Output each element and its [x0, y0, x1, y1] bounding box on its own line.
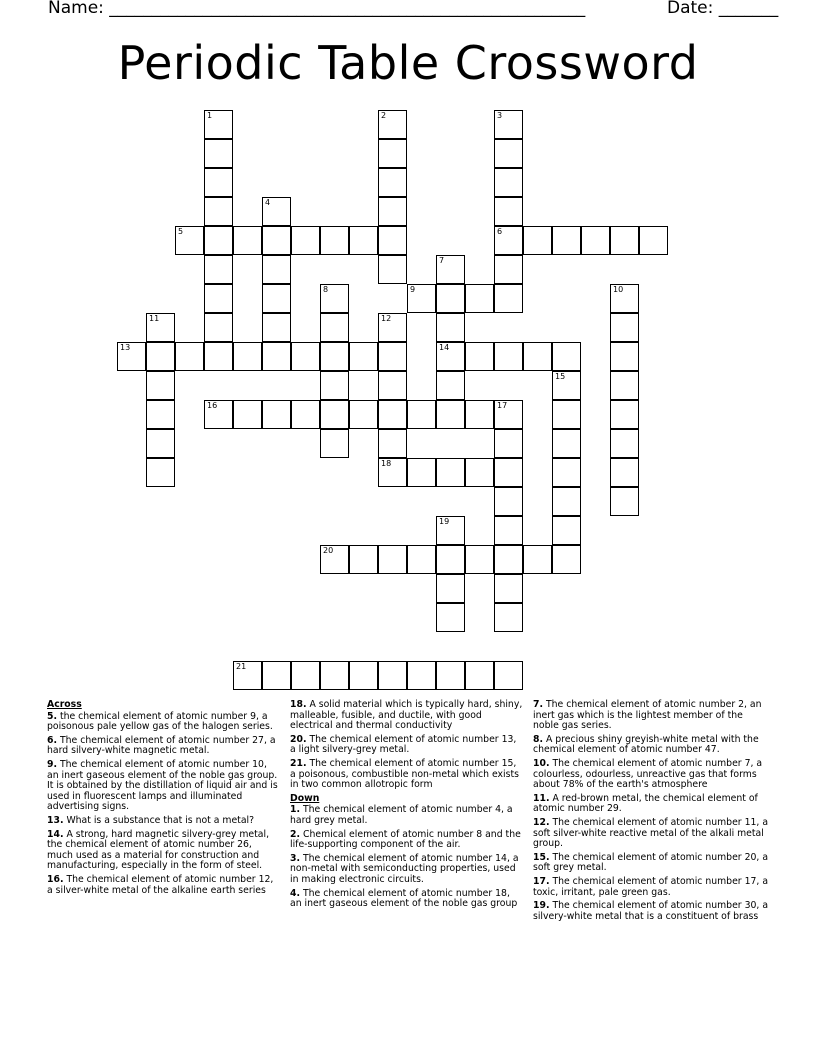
- clue-item-number: 1.: [290, 804, 301, 816]
- clue-item: [47, 875, 279, 896]
- grid-cell[interactable]: [523, 342, 552, 371]
- across-clue-list: [47, 712, 279, 897]
- grid-cell[interactable]: [494, 168, 523, 197]
- clue-item-text: The chemical element of atomic number 2, an inert gas which is the lightest member of the noble gas series.: [533, 699, 762, 732]
- grid-cell[interactable]: [378, 139, 407, 168]
- grid-cell[interactable]: [552, 545, 581, 574]
- grid-cell[interactable]: [349, 226, 378, 255]
- grid-cell[interactable]: [407, 284, 436, 313]
- grid-cell[interactable]: [378, 226, 407, 255]
- grid-cell[interactable]: [146, 400, 175, 429]
- grid-cell[interactable]: [436, 661, 465, 690]
- grid-cell[interactable]: [320, 661, 349, 690]
- clue-item: [290, 889, 524, 910]
- grid-cell[interactable]: [146, 371, 175, 400]
- grid-cell[interactable]: [262, 400, 291, 429]
- clue-number: 11: [149, 314, 160, 323]
- clue-item: [290, 830, 524, 851]
- clue-number: 21: [236, 662, 247, 671]
- grid-cell[interactable]: [465, 545, 494, 574]
- clue-item: [533, 794, 769, 815]
- grid-cell[interactable]: [494, 139, 523, 168]
- grid-cell[interactable]: [494, 516, 523, 545]
- grid-cell[interactable]: [378, 197, 407, 226]
- grid-cell[interactable]: [610, 487, 639, 516]
- grid-cell[interactable]: [378, 458, 407, 487]
- grid-cell[interactable]: [552, 371, 581, 400]
- clue-item-text: The chemical element of atomic number 30, a silvery-white metal that is a constituent of brass: [533, 900, 769, 922]
- grid-cell[interactable]: [320, 313, 349, 342]
- grid-cell[interactable]: [436, 516, 465, 545]
- clue-number: 15: [555, 372, 566, 381]
- grid-cell[interactable]: [378, 168, 407, 197]
- clue-number: 1: [207, 111, 213, 120]
- grid-cell[interactable]: [378, 255, 407, 284]
- grid-cell[interactable]: [204, 197, 233, 226]
- clue-number: 7: [439, 256, 445, 265]
- grid-cell[interactable]: [204, 226, 233, 255]
- grid-cell[interactable]: [378, 661, 407, 690]
- grid-cell[interactable]: [494, 574, 523, 603]
- grid-cell[interactable]: [378, 342, 407, 371]
- clue-item-text: The chemical element of atomic number 15, a poisonous, combustible non-metal which exists in two common allotropic form: [290, 757, 519, 791]
- grid-cell[interactable]: [291, 400, 320, 429]
- grid-cell[interactable]: [262, 226, 291, 255]
- grid-cell[interactable]: [204, 342, 233, 371]
- clue-item-number: 13.: [47, 814, 64, 826]
- grid-cell[interactable]: [378, 110, 407, 139]
- grid-cell[interactable]: [552, 516, 581, 545]
- clue-item-text: The chemical element of atomic number 20, a soft grey metal.: [533, 851, 769, 874]
- grid-cell[interactable]: [320, 545, 349, 574]
- grid-cell[interactable]: [320, 226, 349, 255]
- clue-item-number: 20.: [290, 733, 307, 745]
- grid-cell[interactable]: [349, 400, 378, 429]
- clue-item-text: The chemical element of atomic number 13, a light silvery-grey metal.: [290, 733, 517, 756]
- down-clue-list: [290, 805, 524, 909]
- clue-item-number: 8.: [533, 733, 544, 745]
- clue-item-number: 4.: [290, 887, 301, 899]
- grid-cell[interactable]: [436, 603, 465, 632]
- grid-cell[interactable]: [320, 342, 349, 371]
- grid-cell[interactable]: [262, 313, 291, 342]
- grid-cell[interactable]: [146, 458, 175, 487]
- clue-item-text: The chemical element of atomic number 12, a silver-white metal of the alkaline earth series: [47, 873, 274, 896]
- grid-cell[interactable]: [494, 342, 523, 371]
- clue-item-number: 6.: [47, 734, 58, 746]
- grid-cell[interactable]: [465, 458, 494, 487]
- clue-item-number: 16.: [47, 873, 64, 885]
- grid-cell[interactable]: [494, 110, 523, 139]
- grid-cell[interactable]: [146, 429, 175, 458]
- grid-cell[interactable]: [610, 284, 639, 313]
- grid-cell[interactable]: [291, 342, 320, 371]
- grid-cell[interactable]: [552, 487, 581, 516]
- grid-cell[interactable]: [233, 226, 262, 255]
- down-heading: Down: [290, 792, 320, 804]
- grid-cell[interactable]: [262, 284, 291, 313]
- grid-cell[interactable]: [291, 661, 320, 690]
- clue-number: 4: [265, 198, 271, 207]
- clue-item-number: 10.: [533, 757, 550, 769]
- clue-item-number: 14.: [47, 828, 64, 840]
- grid-cell[interactable]: [436, 313, 465, 342]
- grid-cell[interactable]: [523, 226, 552, 255]
- clue-number: 5: [178, 227, 184, 236]
- clue-item: [290, 735, 524, 756]
- clue-item-number: 11.: [533, 792, 550, 804]
- grid-cell[interactable]: [436, 400, 465, 429]
- grid-cell[interactable]: [494, 429, 523, 458]
- grid-cell[interactable]: [523, 545, 552, 574]
- grid-cell[interactable]: [494, 661, 523, 690]
- clues-column-1: [47, 700, 279, 899]
- clue-item: [533, 700, 769, 732]
- clue-item: [290, 700, 524, 732]
- grid-cell[interactable]: [378, 371, 407, 400]
- grid-cell[interactable]: [436, 458, 465, 487]
- grid-cell[interactable]: [610, 429, 639, 458]
- grid-cell[interactable]: [494, 284, 523, 313]
- grid-cell[interactable]: [610, 342, 639, 371]
- grid-cell[interactable]: [436, 545, 465, 574]
- clue-number: 10: [613, 285, 624, 294]
- clue-item: [533, 901, 769, 922]
- across-clue-list-continued: [290, 700, 524, 791]
- clue-item: [533, 877, 769, 898]
- grid-cell[interactable]: [465, 342, 494, 371]
- grid-cell[interactable]: [204, 168, 233, 197]
- grid-cell[interactable]: [465, 284, 494, 313]
- grid-cell[interactable]: [436, 574, 465, 603]
- clue-item-number: 18.: [290, 699, 307, 710]
- grid-cell[interactable]: [407, 400, 436, 429]
- grid-cell[interactable]: [494, 226, 523, 255]
- clue-item-text: The chemical element of atomic number 4, a hard grey metal.: [290, 804, 513, 826]
- grid-cell[interactable]: [233, 400, 262, 429]
- clue-item-number: 21.: [290, 757, 307, 769]
- clue-item-text: The chemical element of atomic number 10, an inert gaseous element of the noble gas group. It is obtained by the distillation of liquid air and is used in fluorescent lamps and illuminated advertising signs.: [47, 758, 278, 813]
- clue-item: [290, 805, 524, 826]
- clue-number: 16: [207, 401, 218, 410]
- clue-item-number: 7.: [533, 699, 544, 710]
- grid-cell[interactable]: [349, 545, 378, 574]
- grid-cell[interactable]: [610, 313, 639, 342]
- clue-number: 6: [497, 227, 503, 236]
- clue-item: [47, 760, 279, 813]
- clue-item-number: 12.: [533, 816, 550, 828]
- grid-cell[interactable]: [233, 342, 262, 371]
- grid-cell[interactable]: [581, 226, 610, 255]
- grid-cell[interactable]: [494, 400, 523, 429]
- grid-cell[interactable]: [494, 255, 523, 284]
- clue-number: 9: [410, 285, 416, 294]
- grid-cell[interactable]: [639, 226, 668, 255]
- across-heading: Across: [47, 699, 82, 710]
- grid-cell[interactable]: [494, 545, 523, 574]
- grid-cell[interactable]: [378, 429, 407, 458]
- grid-cell[interactable]: [552, 458, 581, 487]
- clue-number: 14: [439, 343, 450, 352]
- grid-cell[interactable]: [494, 603, 523, 632]
- grid-cell[interactable]: [146, 342, 175, 371]
- clue-number: 8: [323, 285, 329, 294]
- clue-item-number: 17.: [533, 875, 550, 887]
- grid-cell[interactable]: [436, 342, 465, 371]
- clue-item-text: A solid material which is typically hard, shiny, malleable, fusible, and ductile, with good electrical and thermal conductivity: [290, 699, 523, 732]
- clues-column-3: [533, 700, 769, 925]
- grid-cell[interactable]: [262, 255, 291, 284]
- clue-item: [47, 712, 279, 733]
- grid-cell[interactable]: [378, 313, 407, 342]
- grid-cell[interactable]: [610, 371, 639, 400]
- clue-number: 18: [381, 459, 392, 468]
- grid-cell[interactable]: [610, 400, 639, 429]
- date-field[interactable]: Date: _______: [667, 0, 779, 18]
- grid-cell[interactable]: [436, 284, 465, 313]
- clue-item: [290, 759, 524, 791]
- grid-cell[interactable]: [494, 487, 523, 516]
- grid-cell[interactable]: [436, 371, 465, 400]
- clue-item-text: the chemical element of atomic number 9, a poisonous pale yellow gas of the halogen series.: [47, 710, 273, 733]
- grid-cell[interactable]: [378, 545, 407, 574]
- clue-item-number: 19.: [533, 900, 550, 912]
- clue-item-text: The chemical element of atomic number 11, a soft silver-white reactive metal of the alkali metal group.: [533, 816, 769, 850]
- grid-cell[interactable]: [204, 284, 233, 313]
- grid-cell[interactable]: [407, 661, 436, 690]
- grid-cell[interactable]: [175, 342, 204, 371]
- grid-cell[interactable]: [262, 342, 291, 371]
- clues-column-2: [290, 700, 524, 913]
- clue-item: [533, 759, 769, 791]
- clue-item-text: The chemical element of atomic number 17, a toxic, irritant, pale green gas.: [533, 875, 769, 898]
- grid-cell[interactable]: [117, 342, 146, 371]
- clue-number: 3: [497, 111, 503, 120]
- clue-item: [47, 830, 279, 872]
- grid-cell[interactable]: [320, 284, 349, 313]
- name-field[interactable]: Name: ________________________________________________________: [48, 0, 586, 18]
- clue-item-number: 3.: [290, 852, 301, 864]
- grid-cell[interactable]: [552, 429, 581, 458]
- down-clue-list-continued: [533, 700, 769, 922]
- clue-item-number: 2.: [290, 828, 301, 840]
- clue-item-text: The chemical element of atomic number 27, a hard silvery-white magnetic metal.: [47, 734, 276, 757]
- grid-cell[interactable]: [204, 400, 233, 429]
- clue-item-text: The chemical element of atomic number 18, an inert gaseous element of the noble gas group: [290, 887, 518, 910]
- clue-item-number: 15.: [533, 851, 550, 863]
- clue-item-text: Chemical element of atomic number 8 and the life-supporting component of the air.: [290, 828, 521, 851]
- grid-cell[interactable]: [204, 139, 233, 168]
- grid-cell[interactable]: [349, 342, 378, 371]
- clue-item: [533, 818, 769, 850]
- grid-cell[interactable]: [320, 371, 349, 400]
- clue-number: 19: [439, 517, 450, 526]
- grid-cell[interactable]: [494, 458, 523, 487]
- grid-cell[interactable]: [320, 400, 349, 429]
- clue-item-number: 5.: [47, 710, 58, 722]
- grid-cell[interactable]: [146, 313, 175, 342]
- grid-cell[interactable]: [378, 400, 407, 429]
- grid-cell[interactable]: [465, 400, 494, 429]
- clue-item: [533, 735, 769, 756]
- page-title: Periodic Table Crossword: [117, 36, 699, 90]
- clue-item-number: 9.: [47, 758, 58, 770]
- clue-number: 20: [323, 546, 334, 555]
- grid-cell[interactable]: [552, 226, 581, 255]
- clue-item: [533, 853, 769, 874]
- grid-cell[interactable]: [494, 197, 523, 226]
- clue-item-text: The chemical element of atomic number 14, a non-metal with semiconducting properties, used in making electronic circuits.: [290, 852, 519, 885]
- grid-cell[interactable]: [204, 313, 233, 342]
- grid-cell[interactable]: [465, 661, 494, 690]
- grid-cell[interactable]: [204, 255, 233, 284]
- grid-cell[interactable]: [349, 661, 378, 690]
- clue-item-text: A precious shiny greyish-white metal with the chemical element of atomic number 47.: [533, 733, 759, 756]
- grid-cell[interactable]: [262, 197, 291, 226]
- grid-cell[interactable]: [262, 661, 291, 690]
- grid-cell[interactable]: [610, 226, 639, 255]
- grid-cell[interactable]: [552, 342, 581, 371]
- clue-number: 12: [381, 314, 392, 323]
- clue-number: 2: [381, 111, 387, 120]
- clue-number: 13: [120, 343, 131, 352]
- grid-cell[interactable]: [320, 429, 349, 458]
- grid-cell[interactable]: [204, 110, 233, 139]
- clue-item-text: What is a substance that is not a metal?: [63, 814, 255, 826]
- clue-item-text: A red-brown metal, the chemical element of atomic number 29.: [533, 792, 758, 815]
- grid-cell[interactable]: [291, 226, 320, 255]
- grid-cell[interactable]: [407, 545, 436, 574]
- clue-item-text: A strong, hard magnetic silvery-grey metal, the chemical element of atomic number 26, much used as a material for construction and manufacturing, especially in the form of steel.: [47, 828, 270, 872]
- grid-cell[interactable]: [552, 400, 581, 429]
- grid-cell[interactable]: [233, 661, 262, 690]
- grid-cell[interactable]: [407, 458, 436, 487]
- clue-item-text: The chemical element of atomic number 7, a colourless, odourless, unreactive gas that forms about 78% of the earth's atmosphere: [533, 757, 763, 791]
- clue-item: [47, 736, 279, 757]
- clue-number: 17: [497, 401, 508, 410]
- clue-item: [47, 816, 279, 827]
- grid-cell[interactable]: [436, 255, 465, 284]
- clue-item: [290, 854, 524, 886]
- grid-cell[interactable]: [175, 226, 204, 255]
- grid-cell[interactable]: [610, 458, 639, 487]
